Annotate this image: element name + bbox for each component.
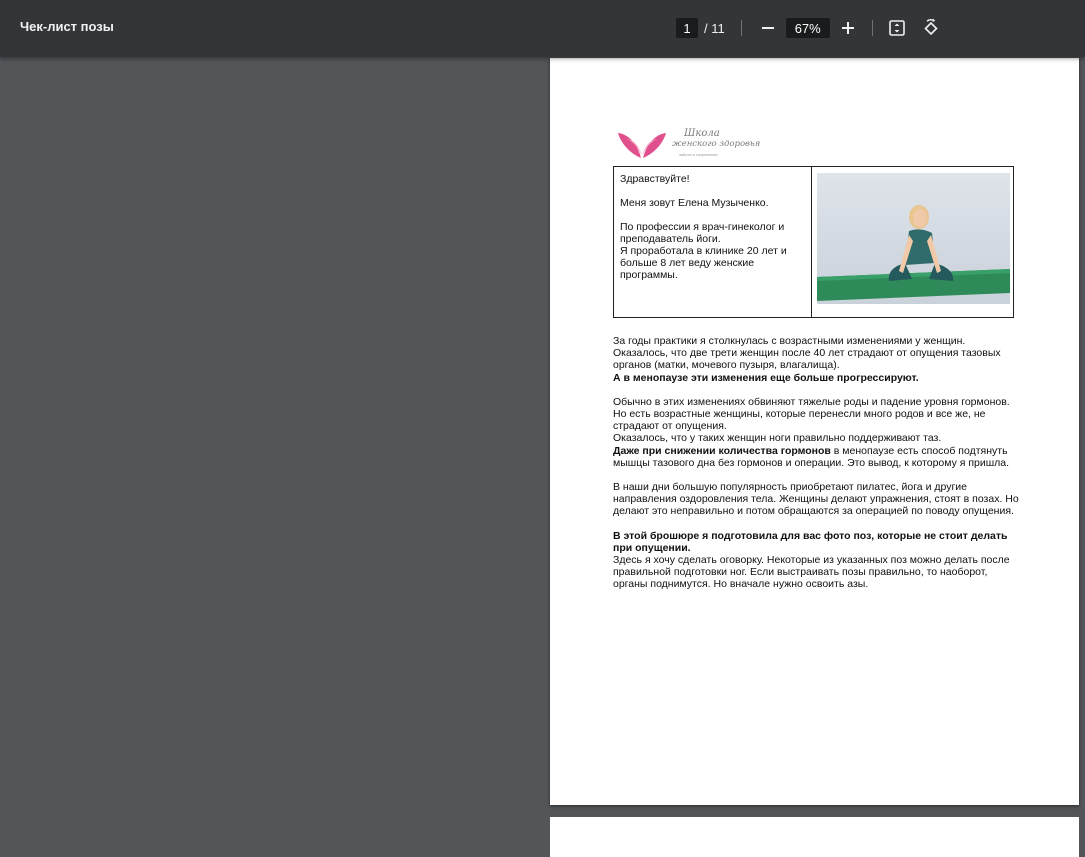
- toolbar-divider: [872, 20, 873, 36]
- page-total: / 11: [704, 20, 725, 36]
- greeting: Здравствуйте!: [620, 173, 690, 185]
- zoom-input[interactable]: [786, 18, 830, 38]
- fit-to-page-button[interactable]: [885, 16, 909, 40]
- logo-line-1: Школа: [684, 128, 720, 139]
- pdf-page-2: [550, 817, 1079, 857]
- rotate-button[interactable]: [919, 16, 943, 40]
- minus-icon: [761, 21, 775, 35]
- intro-text-cell: [614, 167, 812, 317]
- logo-line-2: женского здоровья: [672, 139, 761, 149]
- author-experience: Я проработала в клинике 20 лет и больше 8 лет веду женские программы.: [620, 245, 787, 281]
- paragraph-2: Обычно в этих изменениях обвиняют тяжелые роды и падение уровня гормонов. Но есть возрастные женщины, которые перенесли много родов и все же, не страдают от опущения. Оказалось, что у таких женщин ноги правильно поддерживают таз. Даже при снижении количества гормонов в менопаузе есть способ подтянуть мышцы тазового дна без гормонов и операции. Это вывод, к которому я пришла.: [613, 395, 1010, 469]
- pdf-toolbar: [0, 0, 1085, 57]
- toolbar-divider: [741, 20, 742, 36]
- document-title: Чек-лист позы: [20, 19, 114, 34]
- paragraph-1: За годы практики я столкнулась с возрастными изменениями у женщин. Оказалось, что две трети женщин после 40 лет страдают от опущения тазовых органов (матки, мочевого пузыря, влагалища). А в менопаузе эти изменения еще больше прогрессируют.: [613, 335, 1001, 384]
- author-profession: По профессии я врач-гинеколог и преподаватель йоги.: [620, 221, 785, 245]
- logo-line-3: забота и сохранение: [679, 152, 718, 157]
- toolbar-controls: [676, 16, 943, 40]
- paragraph-3: В наши дни большую популярность приобретают пилатес, йога и другие направления оздоровления тела. Женщины делают упражнения, стоят в позах. Но делают это неправильно и потом обращаются за операцией по поводу опущения.: [613, 481, 1019, 518]
- school-logo: [617, 128, 761, 162]
- zoom-out-button[interactable]: [756, 16, 780, 40]
- zoom-in-button[interactable]: [836, 16, 860, 40]
- author-name: Меня зовут Елена Музыченко.: [620, 197, 769, 209]
- fit-to-page-icon: [888, 19, 906, 37]
- author-photo-cell: [812, 167, 1013, 317]
- pdf-page: [550, 58, 1079, 805]
- author-photo: [817, 173, 1010, 304]
- paragraph-4: В этой брошюре я подготовила для вас фото поз, которые не стоит делать при опущении. Здесь я хочу сделать оговорку. Некоторые из указанных поз можно делать после правильной подготовки ног. Если выстраивать позы правильно, то наоборот, органы поднимутся. Но вначале нужно освоить азы.: [613, 529, 1010, 591]
- intro-table: [613, 166, 1014, 318]
- rotate-icon: [921, 18, 941, 38]
- wings-icon: [617, 130, 667, 160]
- page-number-input[interactable]: [676, 18, 698, 38]
- document-body: [613, 335, 1023, 603]
- plus-icon: [841, 21, 855, 35]
